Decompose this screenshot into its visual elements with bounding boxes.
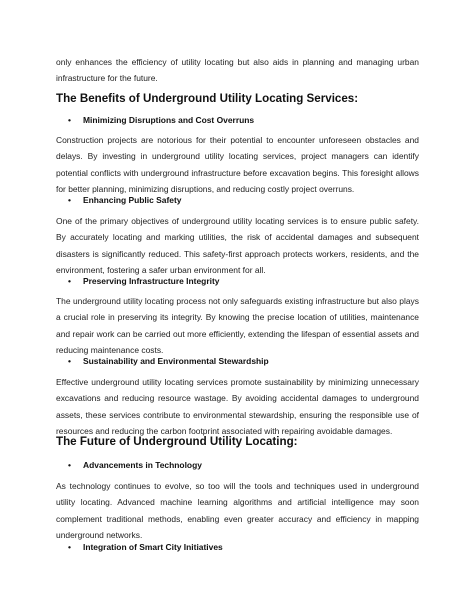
bullet-title: Minimizing Disruptions and Cost Overruns xyxy=(83,115,255,125)
bullet-item-smart-city xyxy=(68,542,223,552)
bullet-item-advancements xyxy=(68,460,202,470)
bullet-icon: • xyxy=(68,276,71,286)
paragraph-public-safety: One of the primary objectives of underground utility locating services is to ensure public safety. By accurately locating and marking utilities, the risk of accidental damages and subsequent disasters is significantly reduced. This safety-first approach protects workers, residents, and the environment, fostering a safer urban environment for all. xyxy=(56,216,419,275)
bullet-item-infrastructure-integrity xyxy=(68,276,219,286)
bullet-icon: • xyxy=(68,195,71,205)
bullet-icon: • xyxy=(68,356,71,366)
bullet-item-sustainability xyxy=(68,356,269,366)
bullet-item-minimizing-disruptions xyxy=(68,115,254,125)
bullet-title: Sustainability and Environmental Stewardship xyxy=(83,356,269,366)
paragraph-infrastructure-integrity: The underground utility locating process not only safeguards existing infrastructure but also plays a crucial role in preserving its integrity. By knowing the precise location of utilities, maintenance and repair work can be carried out more efficiently, extending the lifespan of essential assets and reducing maintenance costs. xyxy=(56,296,419,355)
bullet-title: Advancements in Technology xyxy=(83,460,202,470)
bullet-item-public-safety xyxy=(68,195,181,205)
bullet-title: Preserving Infrastructure Integrity xyxy=(83,276,220,286)
section-heading-benefits: The Benefits of Underground Utility Locating Services: xyxy=(56,92,359,105)
bullet-icon: • xyxy=(68,542,71,552)
bullet-icon: • xyxy=(68,460,71,470)
intro-paragraph: only enhances the efficiency of utility locating but also aids in planning and managing urban infrastructure for the future. xyxy=(56,57,419,84)
bullet-title: Enhancing Public Safety xyxy=(83,195,182,205)
paragraph-advancements: As technology continues to evolve, so too will the tools and techniques used in underground utility locating. Advanced machine learning algorithms and artificial intelligence may soon complement traditional methods, enabling even greater accuracy and efficiency in mapping underground networks. xyxy=(56,481,419,540)
paragraph-minimizing-disruptions: Construction projects are notorious for their potential to encounter unforeseen obstacles and delays. By investing in underground utility locating services, project managers can identify potential conflicts with underground infrastructure before excavation begins. This foresight allows for better planning, minimizing disruptions, and reducing costly project overruns. xyxy=(56,135,419,194)
section-heading-future: The Future of Underground Utility Locating: xyxy=(56,435,298,448)
paragraph-sustainability: Effective underground utility locating services promote sustainability by minimizing unnecessary excavations and reducing resource wastage. By avoiding accidental damages to underground assets, these services contribute to environmental stewardship, ensuring the responsible use of resources and reducing the carbon footprint associated with repairing avoidable damages. xyxy=(56,377,419,436)
bullet-icon: • xyxy=(68,115,71,125)
bullet-title: Integration of Smart City Initiatives xyxy=(83,542,223,552)
